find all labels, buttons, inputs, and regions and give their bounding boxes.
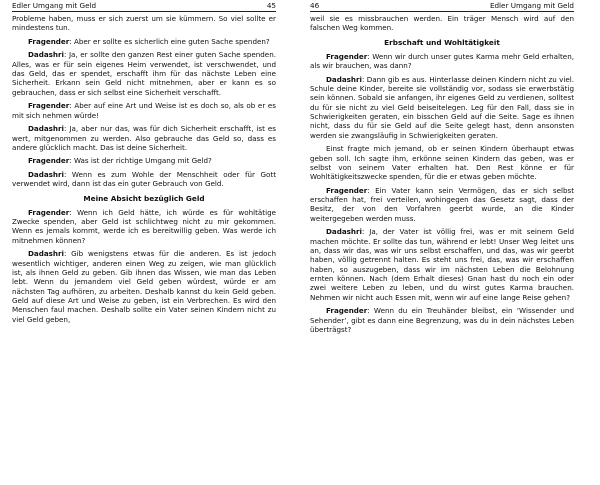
speaker-label: Dadashri — [28, 169, 64, 179]
left-page-body-2 — [12, 208, 276, 324]
paragraph — [12, 208, 276, 245]
right-section-heading: Erbschaft und Wohltätigkeit — [384, 37, 500, 47]
paragraph — [12, 101, 276, 120]
speaker-label: Fragender — [28, 207, 70, 217]
paragraph — [12, 170, 276, 189]
left-page — [0, 0, 286, 485]
paragraph-text: : Ja, aber nur das, was für dich Sicherheit erschafft, ist es wert, mitgenommen zu werden. Also gebrauche das Geld so, dass es andere glücklich macht. Das ist deine Sicherheit. — [12, 124, 276, 152]
left-section-heading: Meine Absicht bezüglich Geld — [83, 193, 205, 203]
paragraph-text: Probleme haben, muss er sich zuerst um sie kümmern. So viel sollte er mindestens tun. — [12, 14, 276, 33]
paragraph — [310, 14, 574, 33]
paragraph-text: : Dann gib es aus. Hinterlasse deinen Kindern nicht zu viel. Schule deine Kinder, bereite sie vollständig vor, sodass sie erwerbstätig sein können. Sobald sie anfangen, ihr eigenes Geld zu verdienen, solltest du für sie nicht zu viel Geld beiseitelegen. Leg für den Fall, dass sie in Schwierigkeiten geraten, ein bisschen Geld auf die Seite. Sage es ihnen nicht, dass du für sie Geld auf die Seite gelegt hast, denn ansonsten werden sie zwangsläufig in Schwierigkeiten geraten. — [310, 74, 574, 140]
right-page-number: 46 — [310, 1, 320, 10]
paragraph-text: : Gib wenigstens etwas für die anderen. Es ist jedoch wesentlich wichtiger, anderen einen Weg zu zeigen, wie man glücklich ist, als ihnen Geld zu geben. Gib ihnen das Wissen, wie man das Leben lebt. Wenn du jemandem viel Geld geben würdest, würde er am nächsten Tag aufhören, zu arbeiten. Deshalb kannst du kein Geld geben. Geld auf diese Art und Weise zu geben, ist ein Verbrechen. Es wird den Menschen faul machen. Deshalb sollte ein Vater seinen Kindern nicht zu viel Geld geben, — [12, 249, 276, 324]
right-header-title: Edler Umgang mit Geld — [489, 1, 574, 10]
paragraph-text: : Wenn wir durch unser gutes Karma mehr Geld erhalten, als wir brauchen, was dann? — [310, 51, 574, 71]
paragraph-text: : Ja, der Vater ist völlig frei, was er mit seinem Geld machen möchte. Er sollte das tun, während er lebt! Unser Weg leitet uns an, dass wir das, was wir uns selbst erschaffen, und das, was wir geerbt haben, völlig getrennt halten. Es steht uns frei, das, was wir erschaffen haben, so auszugeben, dass wir im nächsten Leben die Belohnung ernten können. Nach (dem Erhalt dieses) Gnan hast du noch ein oder zwei weitere Leben zu leben, und du wirst gutes Karma brauchen. Nehmen wir nicht auch Essen mit, wenn wir auf eine lange Reise gehen? — [310, 227, 574, 302]
paragraph-text: : Aber auf eine Art und Weise ist es doch so, als ob er es mit sich nehmen würde! — [12, 101, 276, 120]
speaker-label: Dadashri — [28, 249, 64, 259]
paragraph — [12, 249, 276, 324]
left-page-number: 45 — [266, 1, 276, 10]
paragraph-text: : Wenn du ein Treuhänder bleibst, ein ‘Wissender und Sehender’, gibt es dann eine Begrenzung, was du in dein nächstes Leben überträgst? — [310, 306, 574, 334]
paragraph — [310, 75, 574, 140]
paragraph — [12, 14, 276, 33]
paragraph-text: Einst fragte mich jemand, ob er seinen Kindern überhaupt etwas geben soll. Ich sagte ihm, erkönne seinen Kindern das geben, was er selbst von seinem Vater erhalten hat. Den Rest könne er für Wohltätigkeitszwecke spenden, für die er etwas geben möchte. — [310, 144, 574, 182]
paragraph-text: : Ja, er sollte den ganzen Rest einer guten Sache spenden. Alles, was er für sein eigenes Heim verwendet, ist verschwendet, und das Geld, das er spendet, erschafft ihm für das nächste Leben eine Sicherheit. Erkann sein Geld nicht mitnehmen, aber er kann es so gebrauchen, dass er sich selbst eine Sicherheit verschafft. — [12, 50, 276, 97]
paragraph — [310, 144, 574, 181]
left-page-body — [12, 14, 276, 189]
speaker-label: Fragender — [28, 36, 70, 46]
right-page-body-2 — [310, 52, 574, 335]
paragraph — [310, 186, 574, 223]
speaker-label: Fragender — [28, 156, 70, 166]
paragraph — [12, 37, 276, 46]
paragraph-text: : Wenn ich Geld hätte, ich würde es für wohltätige Zwecke spenden, aber Geld ist schlichtweg nicht zu mir gekommen. Wenn es jemals kommt, werde ich es bereitwillig geben. Was werde ich mitnehmen können? — [12, 207, 276, 245]
paragraph — [310, 306, 574, 334]
right-running-header — [310, 0, 574, 12]
speaker-label: Fragender — [326, 185, 368, 195]
right-page-body — [310, 14, 574, 33]
speaker-label: Fragender — [28, 101, 70, 111]
paragraph — [12, 156, 276, 165]
paragraph-text: : Was ist der richtige Umgang mit Geld? — [69, 156, 212, 166]
paragraph-text: : Wenn es zum Wohle der Menschheit oder für Gott verwendet wird, dann ist das ein guter Gebrauch von Geld. — [12, 169, 276, 189]
speaker-label: Fragender — [326, 51, 368, 61]
right-page — [300, 0, 586, 485]
speaker-label: Dadashri — [28, 50, 64, 60]
speaker-label: Dadashri — [326, 227, 362, 237]
left-running-header — [12, 0, 276, 12]
speaker-label: Dadashri — [28, 124, 64, 134]
speaker-label: Dadashri — [326, 74, 362, 84]
paragraph — [310, 52, 574, 71]
speaker-label: Fragender — [326, 306, 368, 316]
paragraph — [310, 227, 574, 302]
paragraph-text: weil sie es missbrauchen werden. Ein träger Mensch wird auf den falschen Weg kommen. — [310, 14, 574, 33]
paragraph — [12, 124, 276, 152]
paragraph-text: : Aber er sollte es sicherlich eine guten Sache spenden? — [69, 36, 270, 46]
paragraph-text: : Ein Vater kann sein Vermögen, das er sich selbst erschaffen hat, frei verteilen, wohingegen das Gesetz sagt, dass der Besitz, der von den Vorfahren geerbt wurde, an die Kinder weitergegeben werden muss. — [310, 185, 574, 223]
paragraph — [12, 50, 276, 97]
left-header-title: Edler Umgang mit Geld — [12, 1, 97, 10]
